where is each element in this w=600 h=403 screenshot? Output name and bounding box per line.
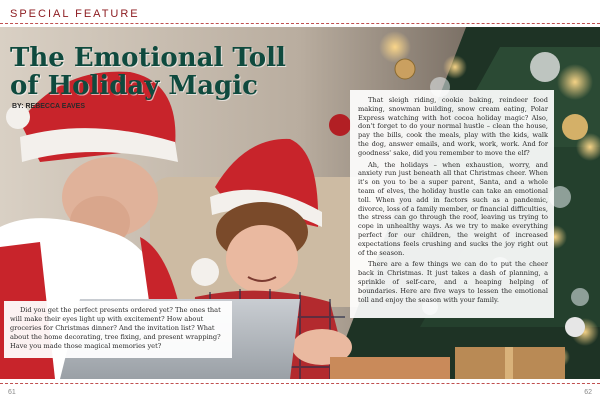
body-paragraph: That sleigh riding, cookie baking, reindeer food making, snowman building, snow cream eating, Polar Express watching with hot cocoa holiday magic? Also, don't forget to do your normal hustle – clean the house, pay the bills, cook the meals, play with the kids, walk the dog, answer emails, and work, work, work. And for goodness' sake, did you remember to move the elf? (358, 96, 548, 157)
footer-rule (0, 383, 600, 384)
section-header (0, 0, 600, 27)
article-title-line-1: The Emotional Toll (10, 43, 286, 73)
header-rule (0, 23, 600, 24)
page-number-left: 61 (8, 389, 16, 396)
page-number-right: 62 (584, 389, 592, 396)
page-footer (0, 379, 600, 403)
section-kicker: SPECIAL FEATURE (10, 8, 140, 20)
body-paragraph: Ah, the holidays – when exhaustion, worry, and anxiety run just beneath all that Christmas cheer. When it's on you to be a super parent, Santa, and a whole team of elves, the holiday hustle can take an emotional toll. When you add in factors such as a pandemic, divorce, loss of a family member, or financial difficulties, the stress can go through the roof, leaving us trying to cope in unhealthy ways. As we try to make everything perfect for our children, the weight of increased expectations feels crushing and sucks the joy right out of the season. (358, 160, 548, 257)
article-title-line-2: of Holiday Magic (10, 71, 258, 101)
body-paragraph: There are a few things we can do to put the cheer back in Christmas. It just takes a dash of planning, a sprinkle of self-care, and a heaping helping of boundaries. Here are five ways to lessen the emotional toll and enjoy the season with your family. (358, 260, 548, 304)
article-title (10, 44, 310, 100)
byline: BY: REBECCA EAVES (12, 103, 85, 110)
intro-paragraph: Did you get the perfect presents ordered yet? The ones that will make their eyes light up with excitement? How about groceries for Christmas dinner? And the invitation list? What about the home decorating, tree fixing, and present wrapping? Have you made those magical memories yet? (4, 301, 232, 358)
article-body-box (350, 90, 554, 318)
